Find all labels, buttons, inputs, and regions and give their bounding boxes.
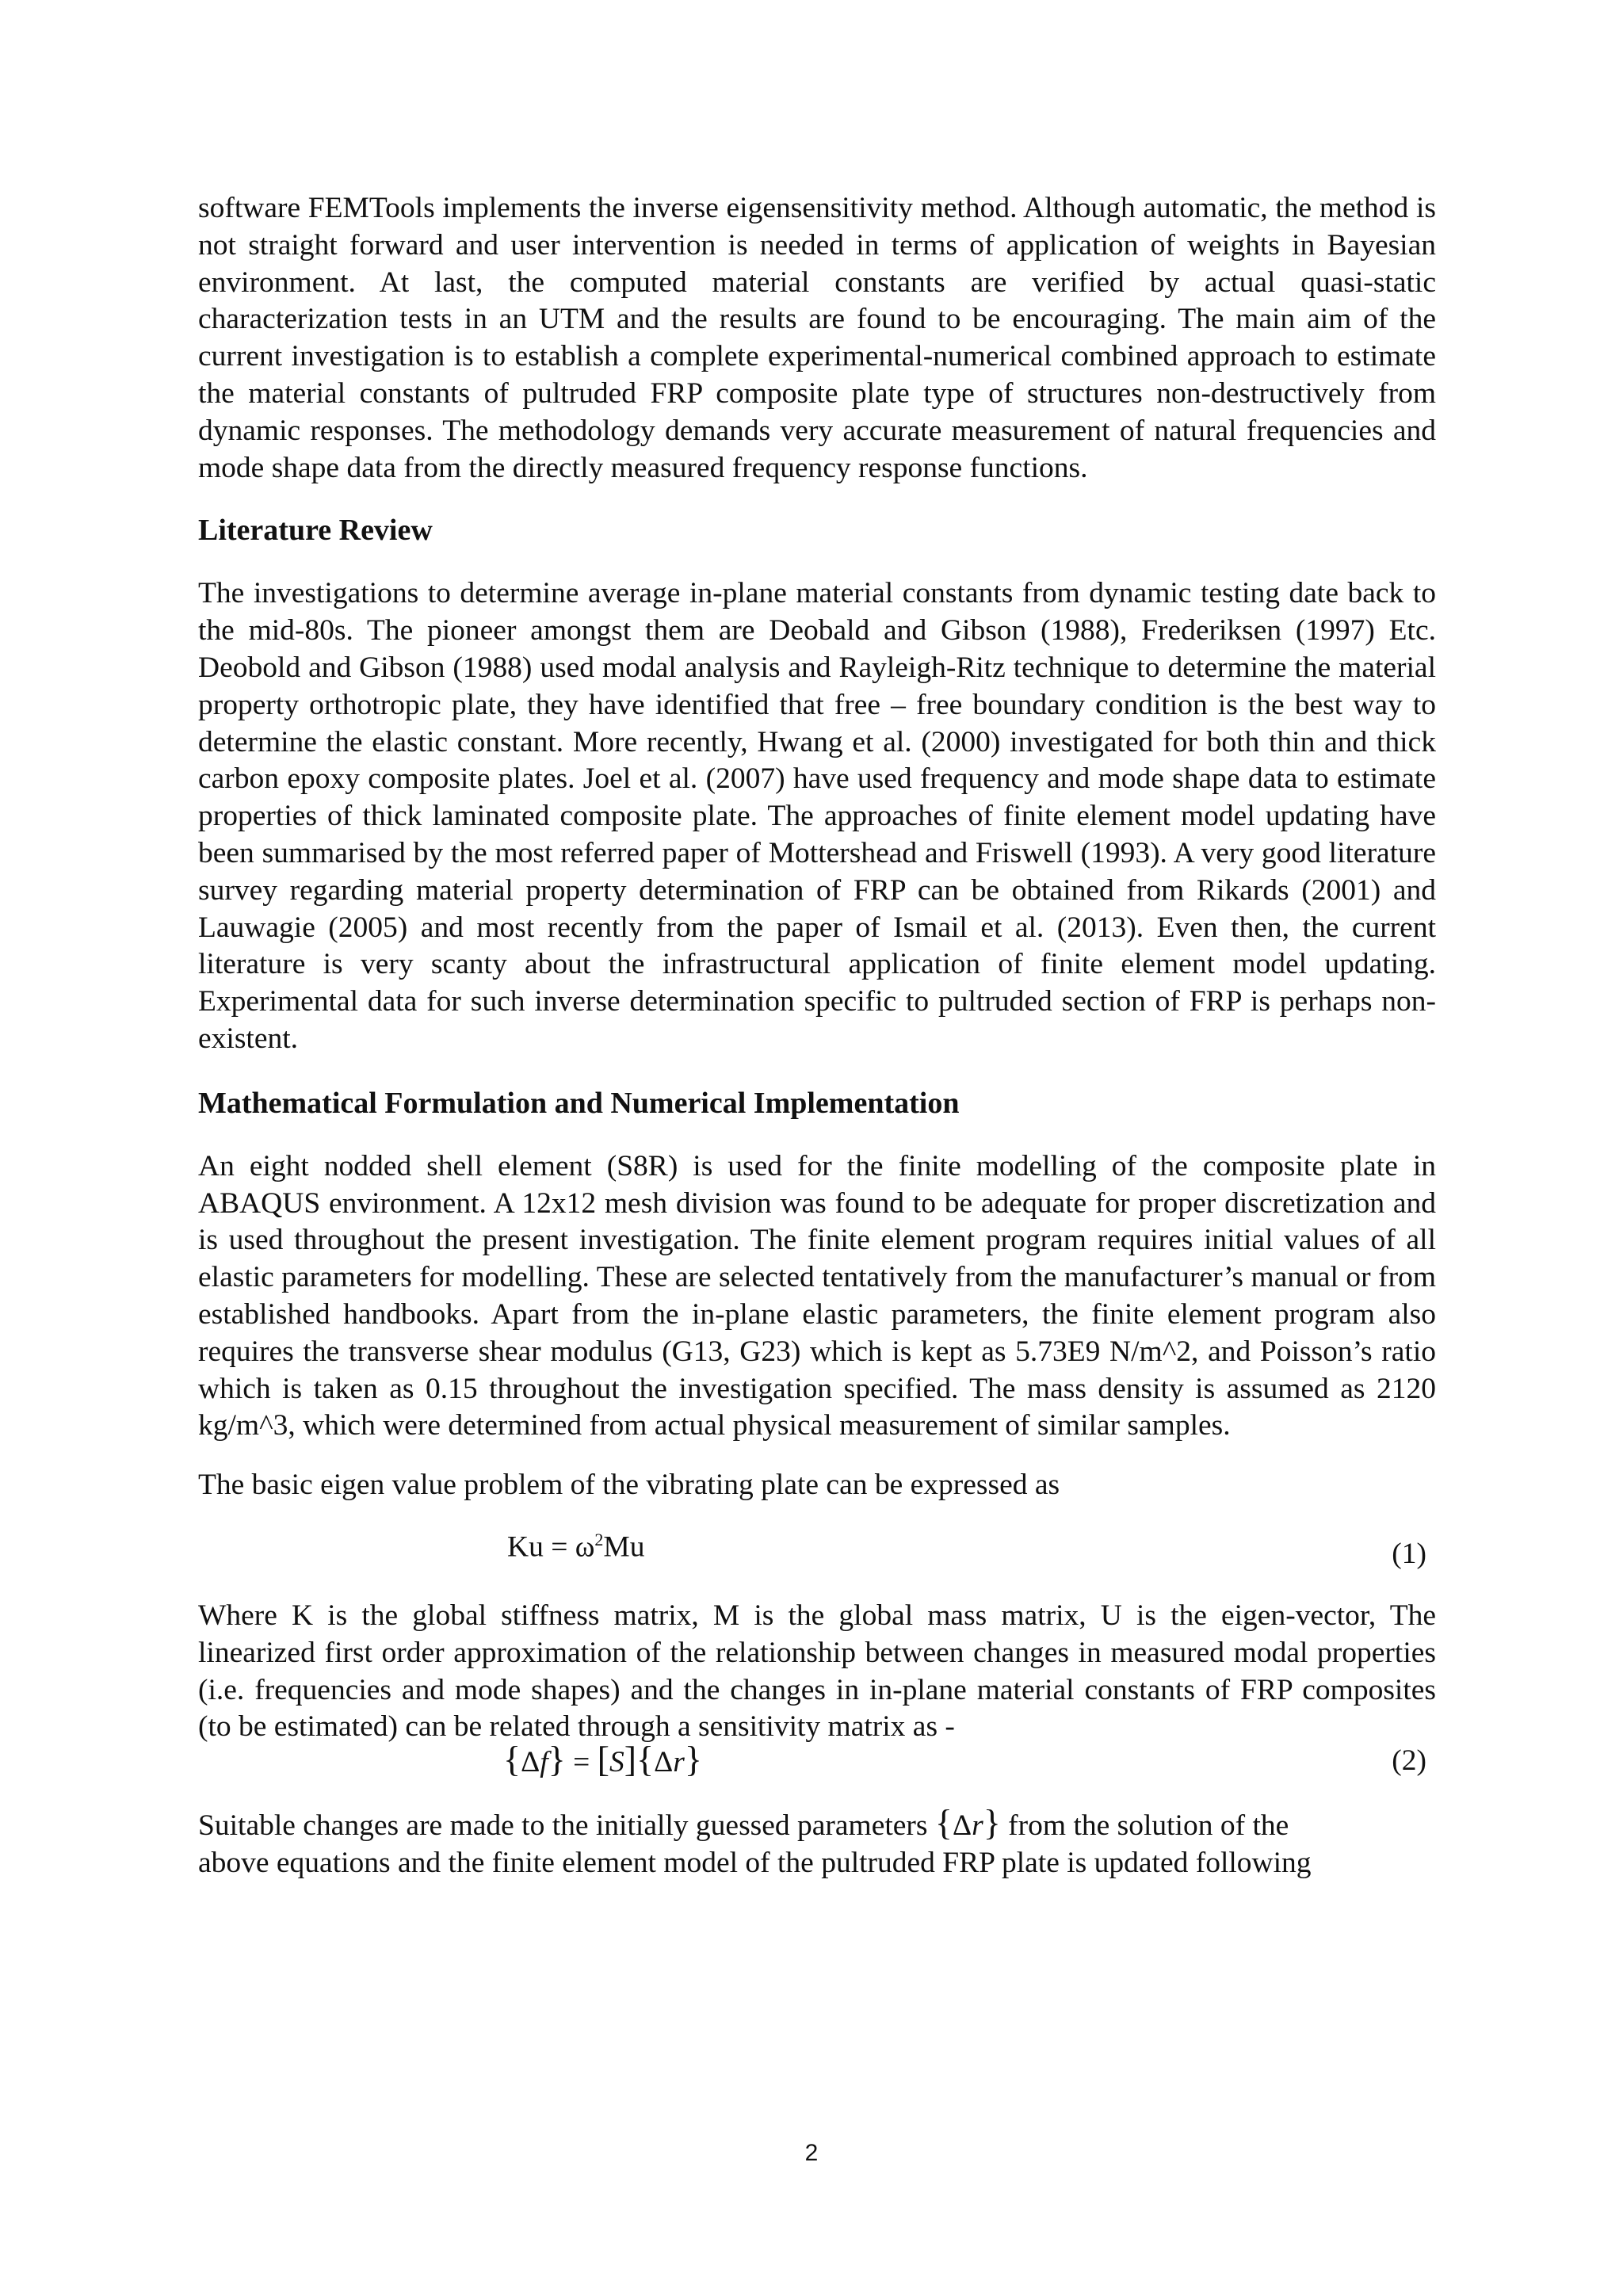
- literature-review-heading: Literature Review: [198, 514, 433, 548]
- literature-review-paragraph: The investigations to determine average in-plane material constants from dynamic testing date back to the mid-80s. The pioneer amongst them are Deobald and Gibson (1988), Frederiksen (1997) Etc. Deobold and Gibson (1988) used modal analysis and Rayleigh-Ritz technique to determine the material property orthotropic plate, they have identified that free – free boundary condition is the best way to determine the elastic constant. More recently, Hwang et al. (2000) investigated for both thin and thick carbon epoxy composite plates. Joel et al. (2007) have used frequency and mode shape data to estimate properties of thick laminated composite plate. The approaches of finite element model updating have been summarised by the most referred paper of Mottershead and Friswell (1993). A very good literature survey regarding material property determination of FRP can be obtained from Rikards (2001) and Lauwagie (2005) and most recently from the paper of Ismail et al. (2013). Even then, the current literature is very scanty about the infrastructural application of finite element model updating. Experimental data for such inverse determination specific to pultruded section of FRP is perhaps non-existent.: [198, 577, 1436, 1055]
- equation-1-rhs: Mu: [603, 1530, 645, 1564]
- equation-1-number: (1): [1392, 1537, 1426, 1570]
- equation-2-number: (2): [1392, 1744, 1426, 1778]
- equation-1-body: [507, 1522, 645, 1566]
- equation-2-f: f: [540, 1746, 548, 1779]
- formulation-heading: Mathematical Formulation and Numerical Implementation: [198, 1086, 960, 1120]
- formulation-paragraph: An eight nodded shell element (S8R) is used for the finite modelling of the composite plate in ABAQUS environment. A 12x12 mesh division was found to be adequate for proper discretization and is used throughout the present investigation. The finite element program requires initial values of all elastic parameters for modelling. These are selected tentatively from the manufacturer’s manual or from established handbooks. Apart from the in-plane elastic parameters, the finite element program also requires the transverse shear modulus (G13, G23) which is kept as 5.73E9 N/m^2, and Poisson’s ratio which is taken as 0.15 throughout the investigation specified. The mass density is assumed as 2120 kg/m^3, which were determined from actual physical measurement of similar samples.: [198, 1149, 1436, 1442]
- document-page: [198, 190, 1436, 1882]
- eigen-intro-paragraph: The basic eigen value problem of the vibrating plate can be expressed as: [198, 1469, 1060, 1502]
- above-text: above equations and the finite element model of the pultruded FRP plate is updated following: [198, 1846, 1312, 1879]
- equation-2-s: S: [609, 1746, 624, 1779]
- suitable-paragraph: [198, 1802, 1436, 1882]
- equation-2-r: r: [673, 1746, 685, 1779]
- equation-2-delta-f: Δ: [521, 1746, 540, 1779]
- suitable-text-pre: Suitable changes are made to the initially guessed parameters: [198, 1809, 928, 1843]
- equation-2: [198, 1739, 1436, 1794]
- equation-1-power: 2: [594, 1529, 604, 1549]
- equation-2-delta-r: Δ: [654, 1746, 674, 1779]
- intro-continuation-paragraph: software FEMTools implements the inverse eigensensitivity method. Although automatic, the method is not straight forward and user intervention is needed in terms of application of weights in Bayesian environment. At last, the computed material constants are verified by actual quasi-static characterization tests in an UTM and the results are found to be encouraging. The main aim of the current investigation is to establish a complete experimental-numerical combined approach to estimate the material constants of pultruded FRP composite plate type of structures non-destructively from dynamic responses. The methodology demands very accurate measurement of natural frequencies and mode shape data from the directly measured frequency response functions.: [198, 192, 1436, 484]
- inline-delta-r: {Δr}: [934, 1802, 1001, 1843]
- page-number: 2: [804, 2140, 819, 2166]
- equation-1-lhs: Ku = ω: [507, 1530, 595, 1564]
- equation-2-body: {Δf} = [S]{Δr}: [503, 1739, 702, 1780]
- suitable-text-post: from the solution of the: [1008, 1809, 1289, 1843]
- equation-2-equals: =: [573, 1746, 590, 1779]
- where-paragraph: Where K is the global stiffness matrix, M is the global mass matrix, U is the eigen-vector, The linearized first order approximation of the relationship between changes in measured modal properties (i.e. frequencies and mode shapes) and the changes in in-plane material constants of FRP composites (to be estimated) can be related through a sensitivity matrix as -: [198, 1599, 1436, 1744]
- equation-1: [198, 1522, 1436, 1569]
